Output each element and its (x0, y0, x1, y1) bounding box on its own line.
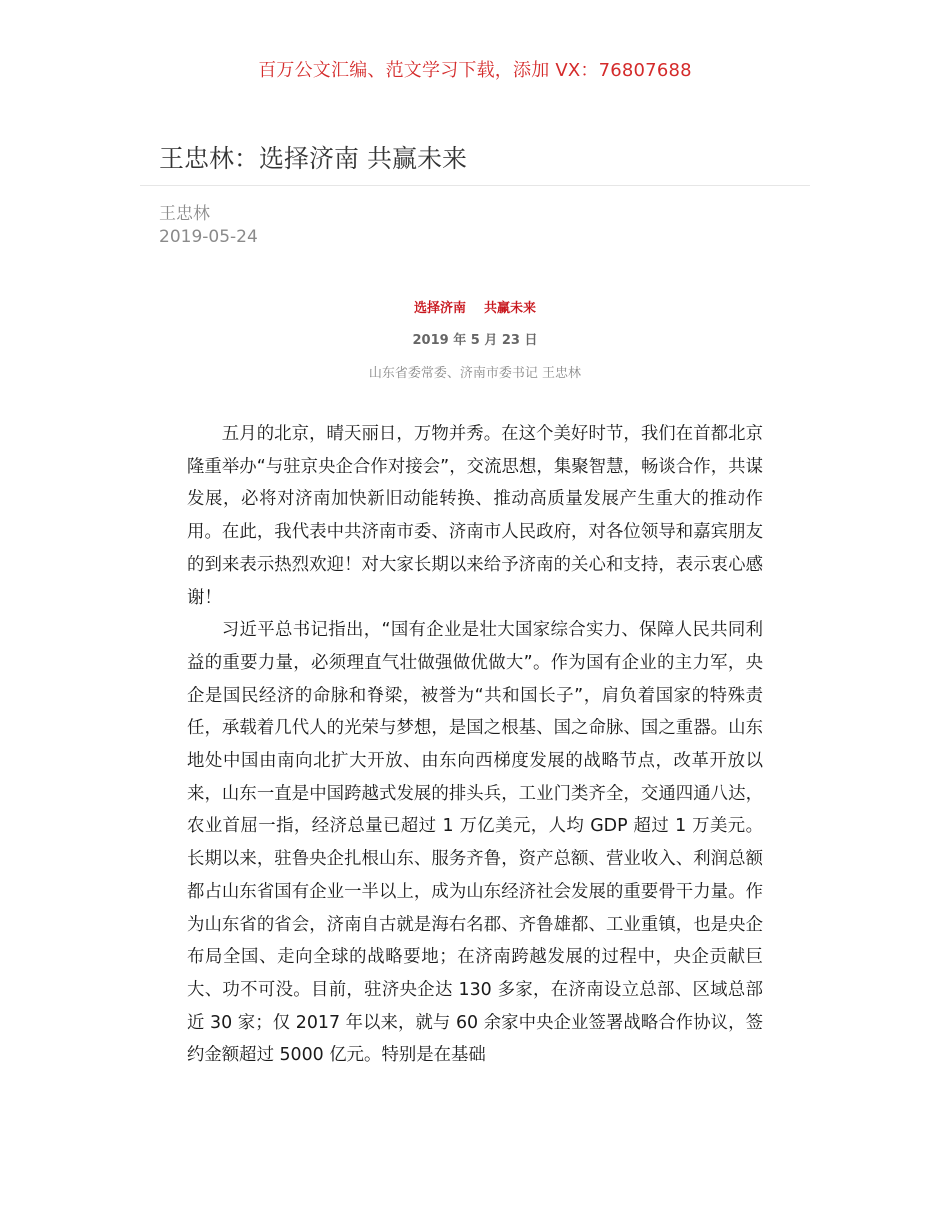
headline-part-1: 选择济南 (413, 301, 466, 316)
watermark-banner: 百万公文汇编、范文学习下载，添加 VX：76807688 (258, 60, 692, 81)
article-title: 王忠林：选择济南 共赢未来 (159, 144, 467, 173)
headline-part-2: 共赢未来 (484, 301, 537, 316)
speech-headline (0, 297, 950, 316)
body-paragraph-1: 五月的北京，晴天丽日，万物并秀。在这个美好时节，我们在首都北京隆重举办“与驻京央企合作对接会”，交流思想，集聚智慧，畅谈合作，共谋发展，必将对济南加快新旧动能转换、推动高质量发展产生重大的推动作用。在此，我代表中共济南市委、济南市人民政府，对各位领导和嘉宾朋友的到来表示热烈欢迎！对大家长期以来给予济南的关心和支持，表示衷心感谢！ (187, 424, 763, 608)
article-body (187, 418, 763, 1072)
title-divider (140, 185, 810, 186)
publish-date: 2019-05-24 (159, 227, 258, 247)
author-name: 王忠林 (159, 204, 210, 224)
speech-date: 2019 年 5 月 23 日 (412, 333, 538, 348)
speech-byline: 山东省委常委、济南市委书记 王忠林 (368, 366, 582, 381)
body-paragraph-2: 习近平总书记指出，“国有企业是壮大国家综合实力、保障人民共同利益的重要力量，必须理直气壮做强做优做大”。作为国有企业的主力军，央企是国民经济的命脉和脊梁，被誉为“共和国长子”，肩负着国家的特殊责任，承载着几代人的光荣与梦想，是国之根基、国之命脉、国之重器。山东地处中国由南向北扩大开放、由东向西梯度发展的战略节点，改革开放以来，山东一直是中国跨越式发展的排头兵，工业门类齐全，交通四通八达，农业首屈一指，经济总量已超过 1 万亿美元，人均 GDP 超过 1 万美元。长期以来，驻鲁央企扎根山东、服务齐鲁，资产总额、营业收入、利润总额都占山东省国有企业一半以上，成为山东经济社会发展的重要骨干力量。作为山东省的省会，济南自古就是海右名郡、齐鲁雄都、工业重镇，也是央企布局全国、走向全球的战略要地；在济南跨越发展的过程中，央企贡献巨大、功不可没。目前，驻济央企达 130 多家，在济南设立总部、区域总部近 30 家；仅 2017 年以来，就与 60 余家中央企业签署战略合作协议，签约金额超过 5000 亿元。特别是在基础 (187, 620, 763, 1066)
article-meta (159, 203, 258, 249)
